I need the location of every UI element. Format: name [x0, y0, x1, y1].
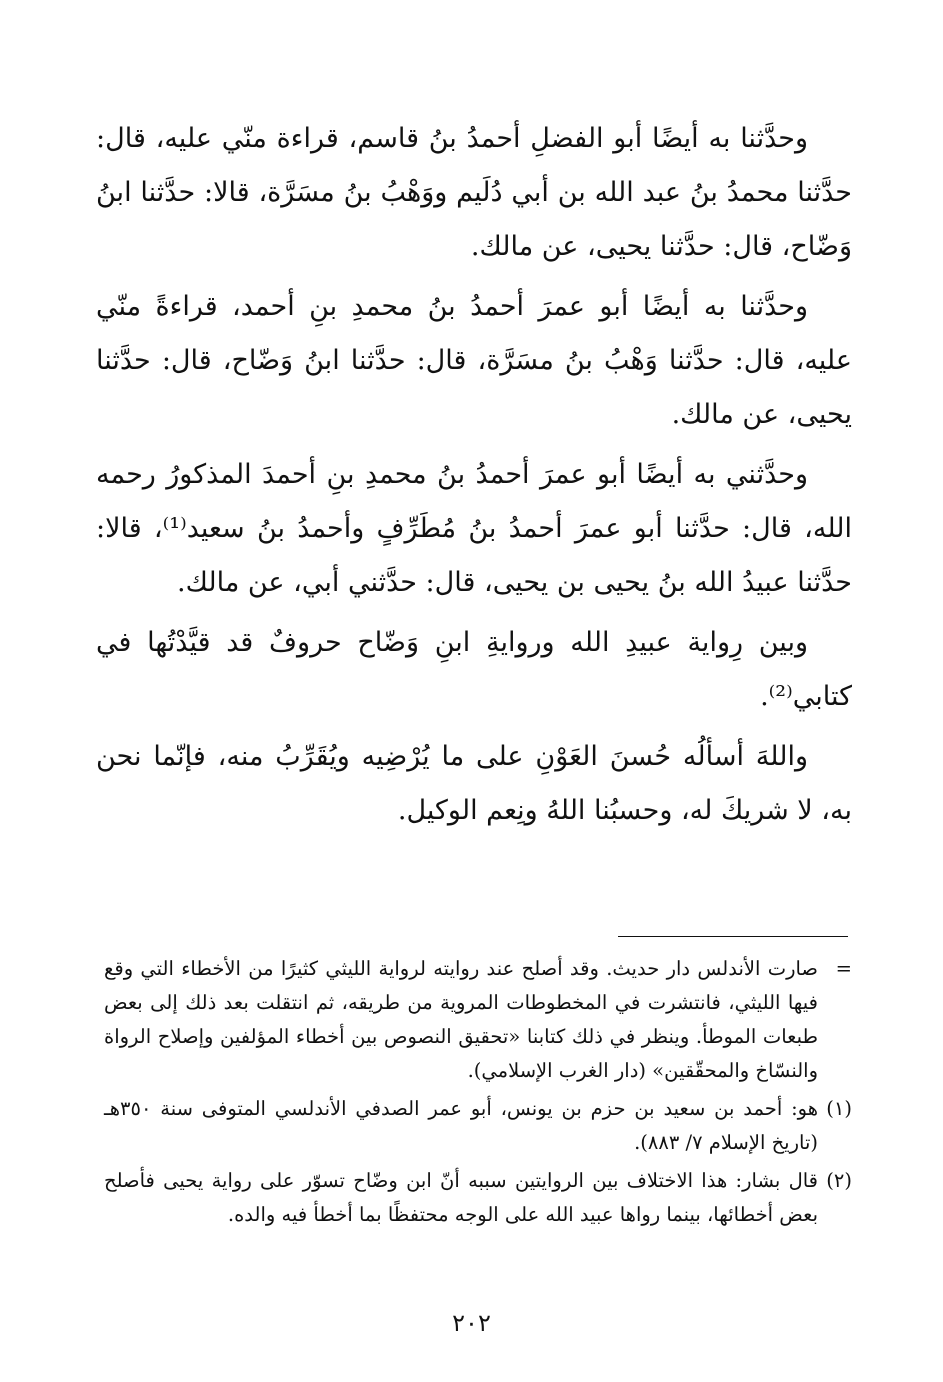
footnote-1 — [104, 1092, 852, 1160]
footnote-marker: = — [835, 957, 852, 980]
footnote-separator — [618, 936, 848, 937]
footnotes — [104, 952, 852, 1236]
footnote-continuation — [104, 952, 852, 1088]
paragraph: وحدَّثني به أيضًا أبو عمرَ أحمدُ بنُ محمدِ بنِ أحمدَ المذكورُ رحمه الله، قال: حدَّثنا أبو عمرَ أحمدُ بنُ مُطَرِّفٍ وأحمدُ بنُ سعيد⁽¹⁾، قالا: حدَّثنا عبيدُ الله بنُ يحيى بن يحيى، قال: حدَّثني أبي، عن مالك. — [96, 459, 852, 598]
footnote-text: هو: أحمد بن سعيد بن حزم بن يونس، أبو عمر الصدفي الأندلسي المتوفى سنة ٣٥٠هـ (تاريخ الإسلام ٧/ ٨٨٣). — [104, 1097, 818, 1154]
footnote-marker: (٢) — [826, 1169, 852, 1192]
paragraph: وحدَّثنا به أيضًا أبو عمرَ أحمدُ بنُ محمدِ بنِ أحمد، قراءةً منّي عليه، قال: حدَّثنا وَهْبُ بنُ مسَرَّة، قال: حدَّثنا ابنُ وَضّاح، قال: حدَّثنا يحيى، عن مالك. — [96, 291, 852, 430]
paragraph: وبين رِواية عبيدِ الله وروايةِ ابنِ وَضّاح حروفٌ قد قيَّدْتُها في كتابي⁽²⁾. — [96, 627, 852, 712]
paragraph: واللهَ أسألُه حُسنَ العَوْنِ على ما يُرْضِيه ويُقَرِّبُ منه، فإنّما نحن به، لا شريكَ له، وحسبُنا اللهُ ونِعم الوكيل. — [96, 741, 852, 826]
footnote-marker: (١) — [826, 1097, 852, 1120]
footnote-2 — [104, 1164, 852, 1232]
paragraph: وحدَّثنا به أيضًا أبو الفضلِ أحمدُ بنُ قاسم، قراءة منّي عليه، قال: حدَّثنا محمدُ بنُ عبد الله بن أبي دُلَيم ووَهْبُ بنُ مسَرَّة، قالا: حدَّثنا ابنُ وَضّاح، قال: حدَّثنا يحيى، عن مالك. — [96, 123, 852, 262]
footnote-text: صارت الأندلس دار حديث. وقد أصلح عند روايته لرواية الليثي كثيرًا من الأخطاء التي وقع فيها الليثي، فانتشرت في المخطوطات المروية من طريقه، ثم انتقلت بعد ذلك إلى بعض طبعات الموطأ. وينظر في ذلك كتابنا «تحقيق النصوص بين أخطاء المؤلفين وإصلاح الرواة والنسّاخ والمحقّقين» (دار الغرب الإسلامي). — [104, 957, 818, 1082]
main-text — [96, 112, 852, 844]
footnote-text: قال بشار: هذا الاختلاف بين الروايتين سببه أنّ ابن وضّاح تسوّر على رواية يحيى فأصلح بعض أخطائها، بينما رواها عبيد الله على الوجه محتفظًا بما أخطأ فيه والده. — [104, 1169, 818, 1226]
page-number: ٢٠٢ — [452, 1309, 491, 1337]
